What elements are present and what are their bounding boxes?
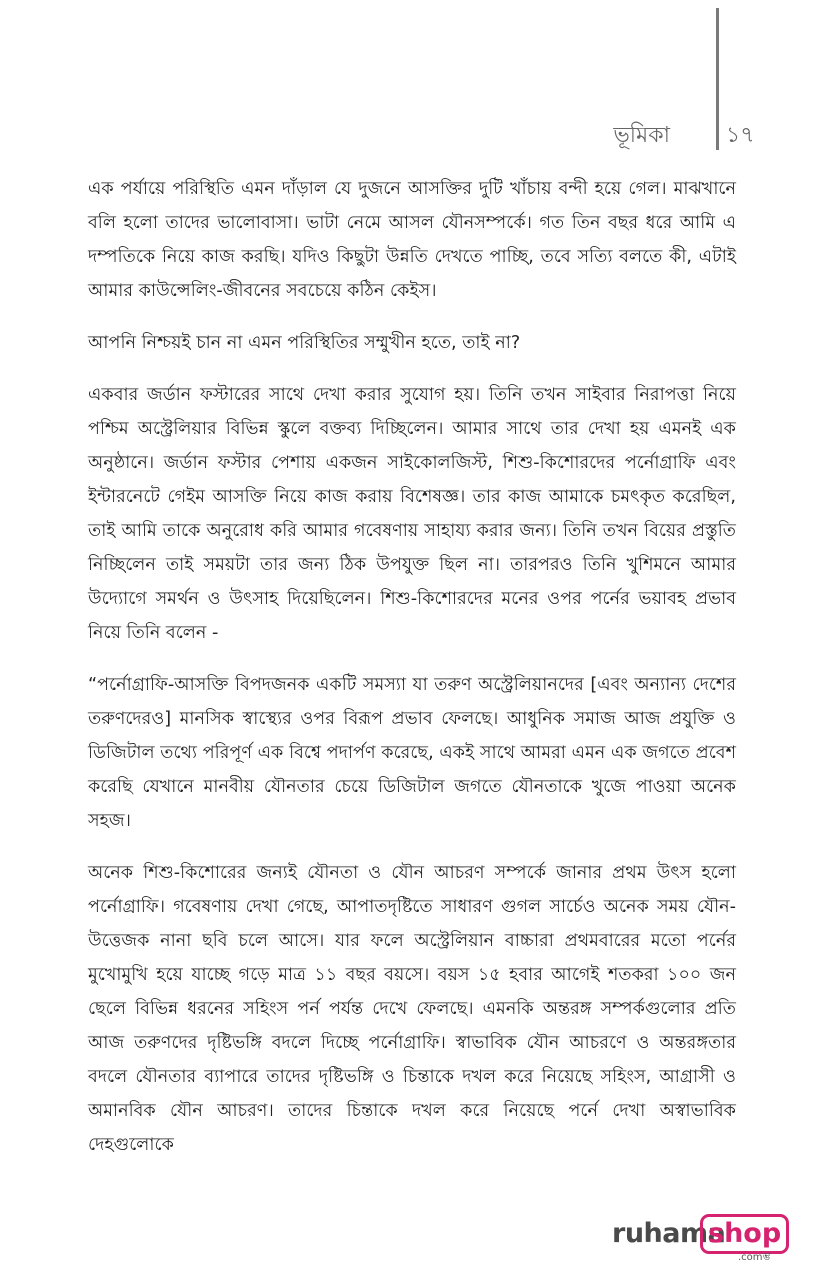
paragraph: একবার জর্ডান ফস্টারের সাথে দেখা করার সুযোগ হয়। তিনি তখন সাইবার নিরাপত্তা নিয়ে পশ্চিম অস্ট্রেলিয়ার বিভিন্ন স্কুলে বক্তব্য দিচ্ছিলেন। আমার সাথে তার দেখা হয় এমনই এক অনুষ্ঠানে। জর্ডান ফস্টার পেশায় একজন সাইকোলজিস্ট, শিশু-কিশোরদের পর্নোগ্রাফি এবং ইন্টারনেটে গেইম আসক্তি নিয়ে কাজ করায় বিশেষজ্ঞ। তার কাজ আমাকে চমৎকৃত করেছিল, তাই আমি তাকে অনুরোধ করি আমার গবেষণায় সাহায্য করার জন্য। তিনি তখন বিয়ের প্রস্তুতি নিচ্ছিলেন তাই সময়টা তার জন্য ঠিক উপযুক্ত ছিল না। তারপরও তিনি খুশিমনে আমার উদ্যোগে সমর্থন ও উৎসাহ দিয়েছিলেন। শিশু-কিশোরদের মনের ওপর পর্নের ভয়াবহ প্রভাব নিয়ে তিনি বলেন -: [88, 385, 736, 643]
paragraph: আপনি নিশ্চয়ই চান না এমন পরিস্থিতির সম্মুখীন হতে, তাই না?: [88, 333, 521, 353]
page-number: ১৭: [726, 123, 755, 148]
quote-paragraph: “পর্নোগ্রাফি-আসক্তি বিপদজনক একটি সমস্যা যা তরুণ অস্ট্রেলিয়ানদের [এবং অন্যান্য দেশের তরুণদেরও] মানসিক স্বাস্থ্যের ওপর বিরূপ প্রভাব ফেলছে। আধুনিক সমাজ আজ প্রযুক্তি ও ডিজিটাল তথ্যে পরিপূর্ণ এক বিশ্বে পদার্পণ করেছে, একই সাথে আমরা এমন এক জগতে প্রবেশ করেছি যেখানে মানবীয় যৌনতার চেয়ে ডিজিটাল জগতে যৌনতাকে খুজে পাওয়া অনেক সহজ।: [88, 675, 736, 831]
logo-shop-badge: shop: [700, 1214, 789, 1254]
ruhamashop-logo: [612, 1212, 782, 1262]
logo-name: ruhama: [612, 1218, 726, 1249]
body-text: [88, 172, 736, 1180]
logo-domain: .comম্ভ: [738, 1252, 771, 1263]
running-header: [560, 118, 755, 158]
chapter-title: ভূমিকা: [613, 123, 670, 148]
paragraph: এক পর্যায়ে পরিস্থিতি এমন দাঁড়াল যে দুজনে আসক্তির দুটি খাঁচায় বন্দী হয়ে গেল। মাঝখানে বলি হলো তাদের ভালোবাসা। ভাটা নেমে আসল যৌনসম্পর্কে। গত তিন বছর ধরে আমি এ দম্পতিকে নিয়ে কাজ করছি। যদিও কিছুটা উন্নতি দেখতে পাচ্ছি, তবে সত্যি বলতে কী, এটাই আমার কাউন্সেলিং-জীবনের সবচেয়ে কঠিন কেইস।: [88, 179, 736, 301]
paragraph: অনেক শিশু-কিশোরের জন্যই যৌনতা ও যৌন আচরণ সম্পর্কে জানার প্রথম উৎস হলো পর্নোগ্রাফি। গবেষণায় দেখা গেছে, আপাতদৃষ্টিতে সাধারণ গুগল সার্চেও অনেক সময় যৌন-উত্তেজক নানা ছবি চলে আসে। যার ফলে অস্ট্রেলিয়ান বাচ্চারা প্রথমবারের মতো পর্নের মুখোমুখি হয়ে যাচ্ছে গড়ে মাত্র ১১ বছর বয়সে। বয়স ১৫ হবার আগেই শতকরা ১০০ জন ছেলে বিভিন্ন ধরনের সহিংস পর্ন পর্যন্ত দেখে ফেলছে। এমনকি অন্তরঙ্গ সম্পর্কগুলোর প্রতি আজ তরুণদের দৃষ্টিভঙ্গি বদলে দিচ্ছে পর্নোগ্রাফি। স্বাভাবিক যৌন আচরণে ও অন্তরঙ্গতার বদলে যৌনতার ব্যাপারে তাদের দৃষ্টিভঙ্গি ও চিন্তাকে দখল করে নিয়েছে সহিংস, আগ্রাসী ও অমানবিক যৌন আচরণ। তাদের চিন্তাকে দখল করে নিয়েছে পর্নে দেখা অস্বাভাবিক দেহগুলোকে: [88, 863, 736, 1155]
